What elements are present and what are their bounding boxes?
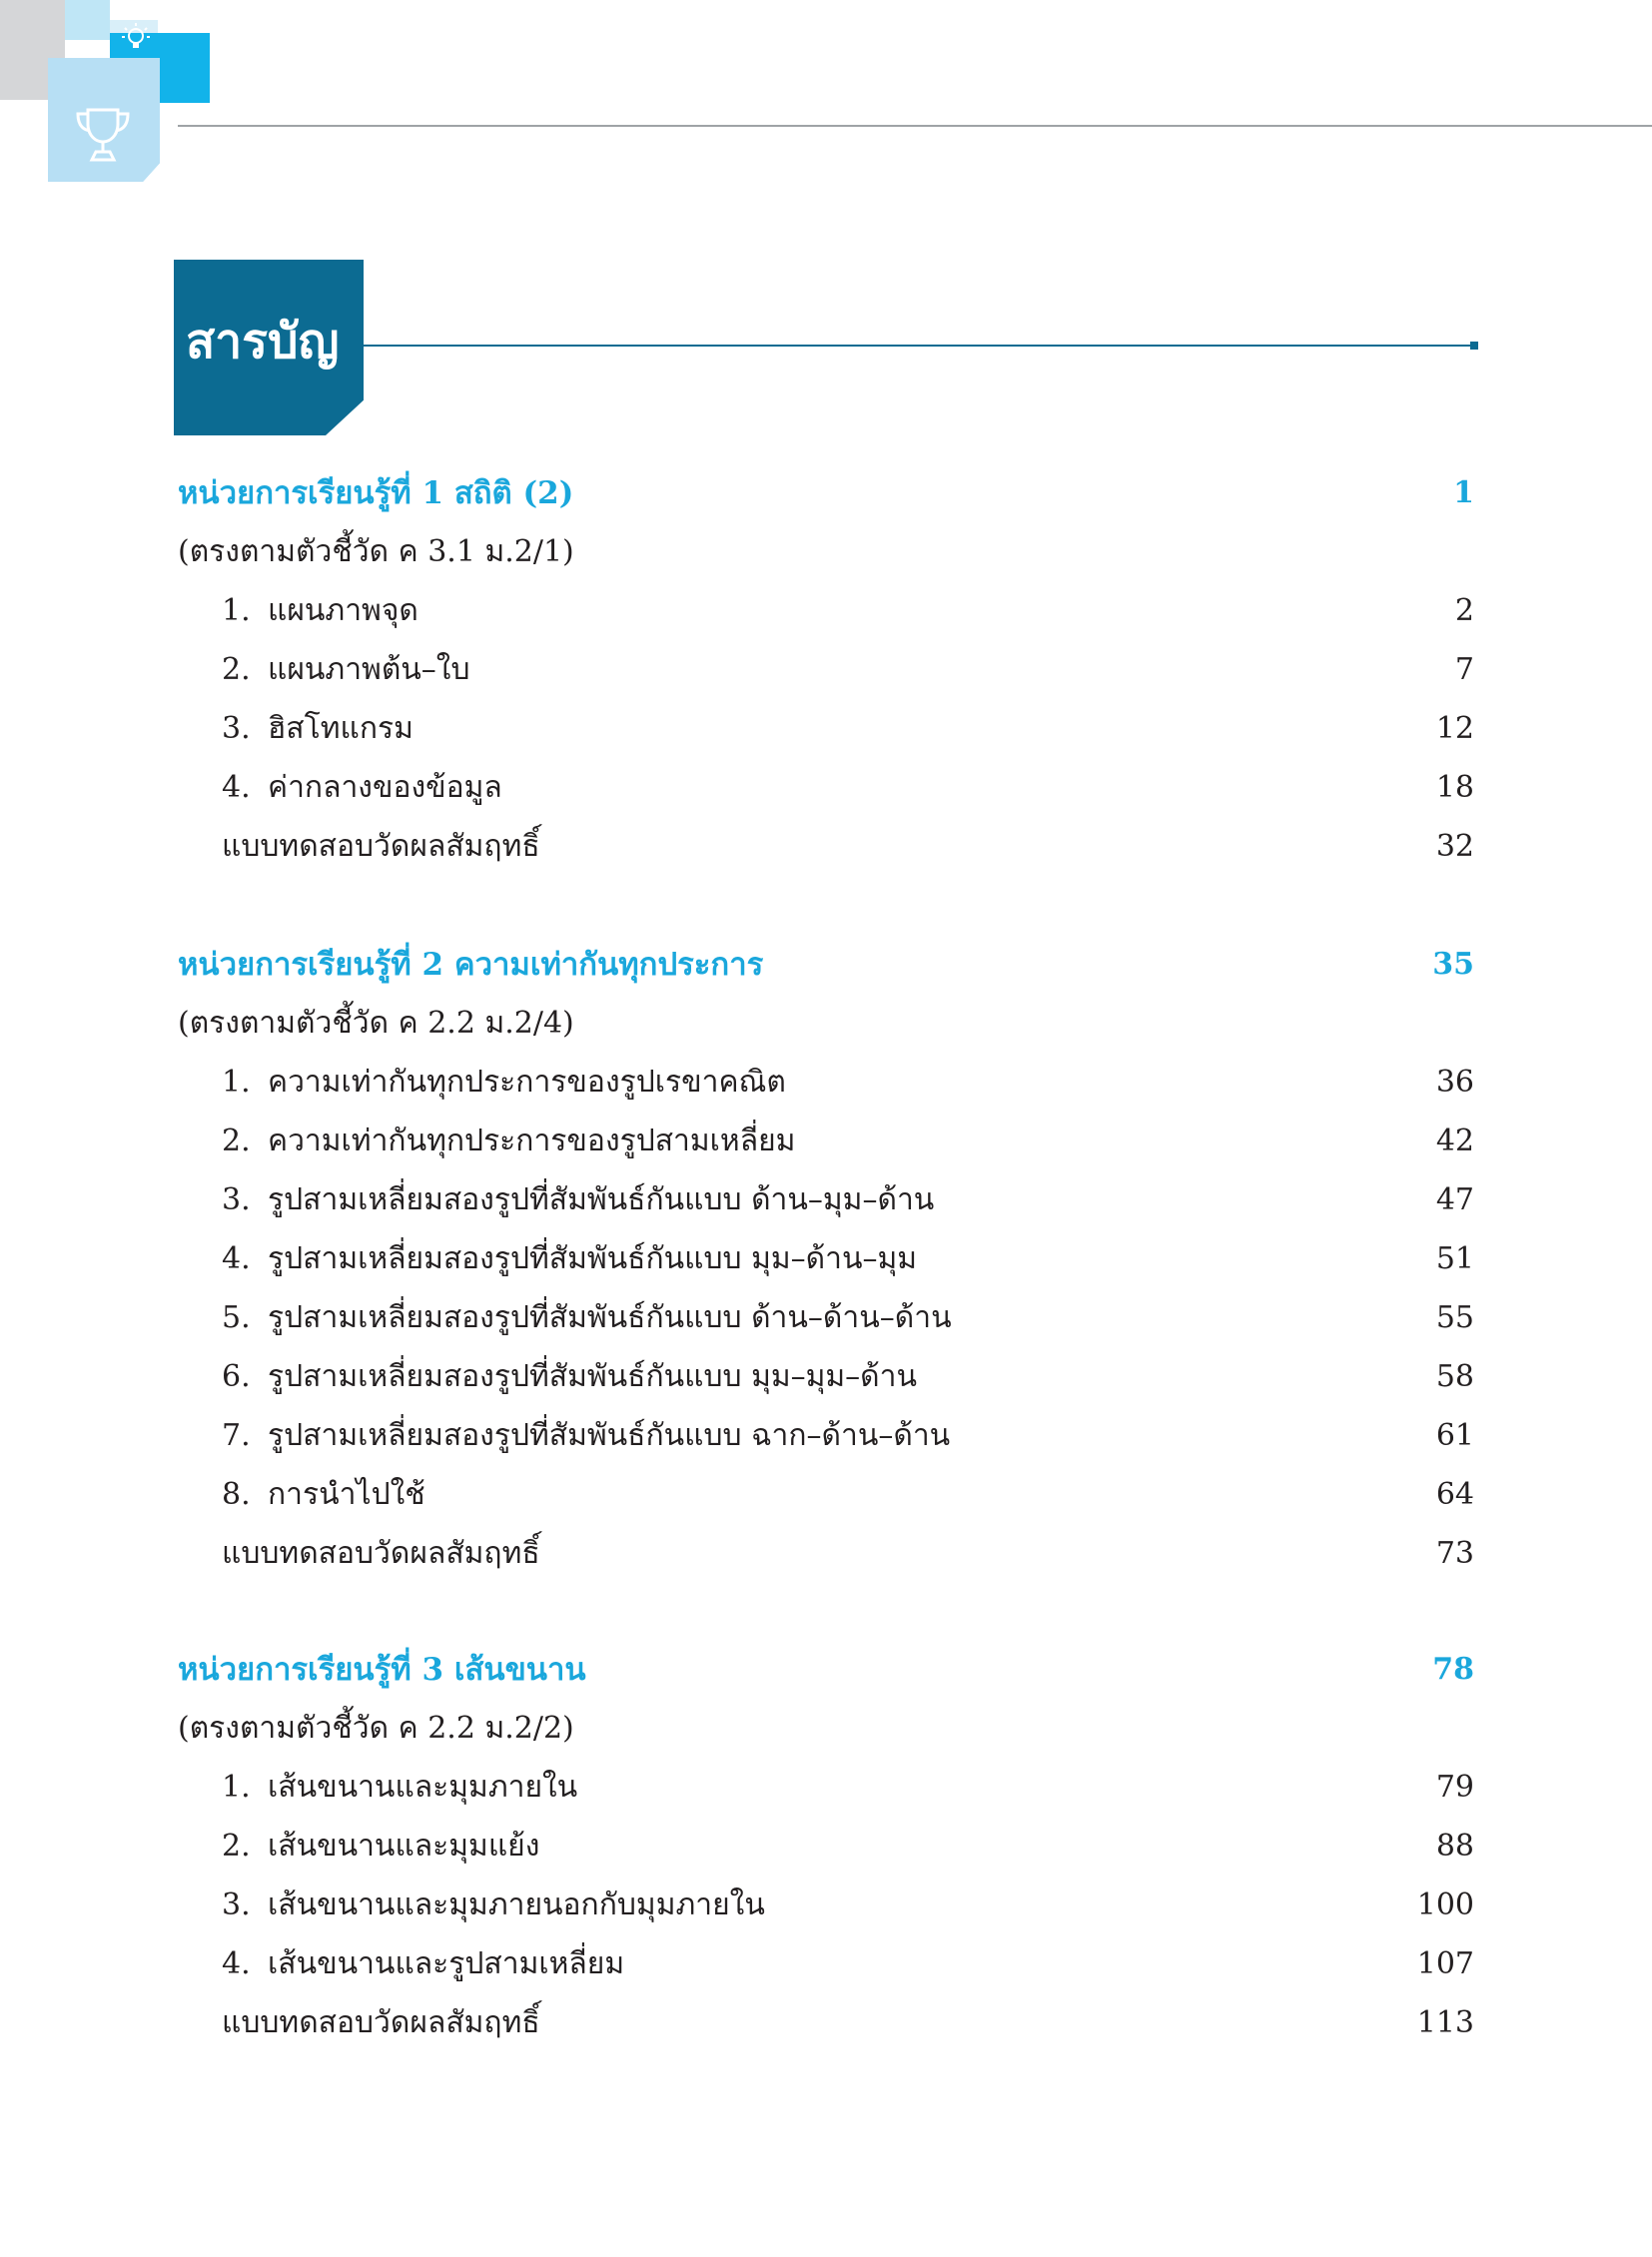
toc-item-page-number: 42 xyxy=(1435,1124,1474,1158)
toc-item-number: 5. xyxy=(222,1300,251,1335)
toc-item-label: แผนภาพจุด xyxy=(268,593,418,628)
toc-item xyxy=(222,1116,795,1167)
toc-item-label: ความเท่ากันทุกประการของรูปเรขาคณิต xyxy=(268,1065,786,1100)
toc-item-page-number: 12 xyxy=(1435,711,1474,746)
toc-item-number: 1. xyxy=(222,1065,251,1100)
toc-item-label: เส้นขนานและมุมแย้ง xyxy=(268,1829,540,1864)
toc-item xyxy=(222,1410,950,1462)
toc-item-number: 4. xyxy=(222,1241,251,1276)
toc-item-number: 4. xyxy=(222,1946,251,1981)
toc-item-page-number: 79 xyxy=(1435,1770,1474,1805)
unit-indicator: (ตรงตามตัวชี้วัด ค 3.1 ม.2/1) xyxy=(178,534,574,569)
toc-item xyxy=(222,1174,934,1226)
unit-indicator: (ตรงตามตัวชี้วัด ค 2.2 ม.2/4) xyxy=(178,1006,574,1041)
toc-item-label: เส้นขนานและรูปสามเหลี่ยม xyxy=(268,1946,625,1981)
toc-item-page-number: 88 xyxy=(1435,1829,1474,1864)
toc-item-page-number: 18 xyxy=(1435,770,1474,805)
toc-item-label: แบบทดสอบวัดผลสัมฤทธิ์ xyxy=(222,1536,540,1571)
toc-item xyxy=(222,1057,786,1109)
toc-item-page-number: 55 xyxy=(1435,1300,1474,1335)
toc-item-number: 8. xyxy=(222,1477,251,1512)
toc-item-page-number: 32 xyxy=(1435,829,1474,864)
toc-item-label: แผนภาพต้น–ใบ xyxy=(268,652,470,687)
toc-item-number: 3. xyxy=(222,1182,251,1217)
toc-item-page-number: 47 xyxy=(1435,1182,1474,1217)
toc-item-number: 7. xyxy=(222,1418,251,1453)
toc-item xyxy=(222,762,502,814)
toc-item-label: แบบทดสอบวัดผลสัมฤทธิ์ xyxy=(222,829,540,864)
toc-item xyxy=(222,1469,425,1521)
toc-item-page-number: 73 xyxy=(1435,1536,1474,1571)
toc-item xyxy=(222,1938,624,1990)
toc-item-label: การนำไปใช้ xyxy=(268,1477,425,1512)
toc-item-number: 3. xyxy=(222,711,251,746)
toc-item-number: 2. xyxy=(222,1829,251,1864)
toc-item xyxy=(222,1762,577,1814)
toc-item-number: 1. xyxy=(222,593,251,628)
toc-item xyxy=(222,644,470,696)
toc-item xyxy=(222,1233,917,1285)
header-rule xyxy=(178,125,1652,127)
toc-item-page-number: 113 xyxy=(1416,2005,1474,2040)
toc-item xyxy=(222,1292,952,1344)
toc-item-number: 3. xyxy=(222,1887,251,1922)
toc-item-page-number: 36 xyxy=(1435,1065,1474,1100)
toc-item-label: รูปสามเหลี่ยมสองรูปที่สัมพันธ์กันแบบ ด้าน–ด้าน–ด้าน xyxy=(268,1300,952,1335)
toc-item-label: เส้นขนานและมุมภายใน xyxy=(268,1770,578,1805)
toc-item-label: แบบทดสอบวัดผลสัมฤทธิ์ xyxy=(222,2005,540,2040)
toc-item-page-number: 100 xyxy=(1416,1887,1474,1922)
toc-item xyxy=(222,585,418,637)
unit-page-number: 35 xyxy=(1432,947,1474,982)
unit-title: หน่วยการเรียนรู้ที่ 2 ความเท่ากันทุกประการ xyxy=(178,947,764,983)
unit-title: หน่วยการเรียนรู้ที่ 3 เส้นขนาน xyxy=(178,1652,586,1688)
title-rule-end xyxy=(1470,342,1478,350)
toc-item-page-number: 7 xyxy=(1454,652,1474,687)
toc-item-number: 2. xyxy=(222,652,251,687)
unit-page-number: 78 xyxy=(1432,1652,1474,1687)
toc-item xyxy=(222,821,540,873)
toc-item-page-number: 51 xyxy=(1435,1241,1474,1276)
toc-item-page-number: 2 xyxy=(1454,593,1474,628)
toc-item-number: 1. xyxy=(222,1770,251,1805)
toc-item xyxy=(222,1528,540,1580)
toc-item-label: เส้นขนานและมุมภายนอกกับมุมภายใน xyxy=(268,1887,765,1922)
toc-item-label: รูปสามเหลี่ยมสองรูปที่สัมพันธ์กันแบบ มุม–มุม–ด้าน xyxy=(268,1359,918,1394)
toc-item-label: รูปสามเหลี่ยมสองรูปที่สัมพันธ์กันแบบ ฉาก–ด้าน–ด้าน xyxy=(268,1418,951,1453)
toc-item xyxy=(222,1821,539,1873)
toc-item xyxy=(222,703,413,755)
title-rule xyxy=(364,345,1474,347)
toc-item-page-number: 61 xyxy=(1435,1418,1474,1453)
toc-item xyxy=(222,1351,917,1403)
toc-item-page-number: 64 xyxy=(1435,1477,1474,1512)
toc-item-label: รูปสามเหลี่ยมสองรูปที่สัมพันธ์กันแบบ มุม–ด้าน–มุม xyxy=(268,1241,918,1276)
unit-indicator: (ตรงตามตัวชี้วัด ค 2.2 ม.2/2) xyxy=(178,1711,574,1746)
toc-item xyxy=(222,1880,765,1931)
unit-page-number: 1 xyxy=(1453,475,1474,510)
toc-item-label: ค่ากลางของข้อมูล xyxy=(268,770,502,805)
toc-item-number: 6. xyxy=(222,1359,251,1394)
unit-title: หน่วยการเรียนรู้ที่ 1 สถิติ (2) xyxy=(178,475,574,511)
toc-item-label: รูปสามเหลี่ยมสองรูปที่สัมพันธ์กันแบบ ด้าน–มุม–ด้าน xyxy=(268,1182,935,1217)
toc-item-number: 4. xyxy=(222,770,251,805)
toc-item-label: ความเท่ากันทุกประการของรูปสามเหลี่ยม xyxy=(268,1124,796,1158)
corner-decoration xyxy=(0,0,220,190)
toc-item-page-number: 58 xyxy=(1435,1359,1474,1394)
lightbulb-icon xyxy=(118,20,154,56)
toc-item-label: ฮิสโทแกรม xyxy=(268,711,413,746)
trophy-icon xyxy=(70,104,136,166)
toc-item-page-number: 107 xyxy=(1416,1946,1474,1981)
toc-item-number: 2. xyxy=(222,1124,251,1158)
page-title: สารบัญ xyxy=(186,314,340,370)
toc-item xyxy=(222,1997,540,2049)
